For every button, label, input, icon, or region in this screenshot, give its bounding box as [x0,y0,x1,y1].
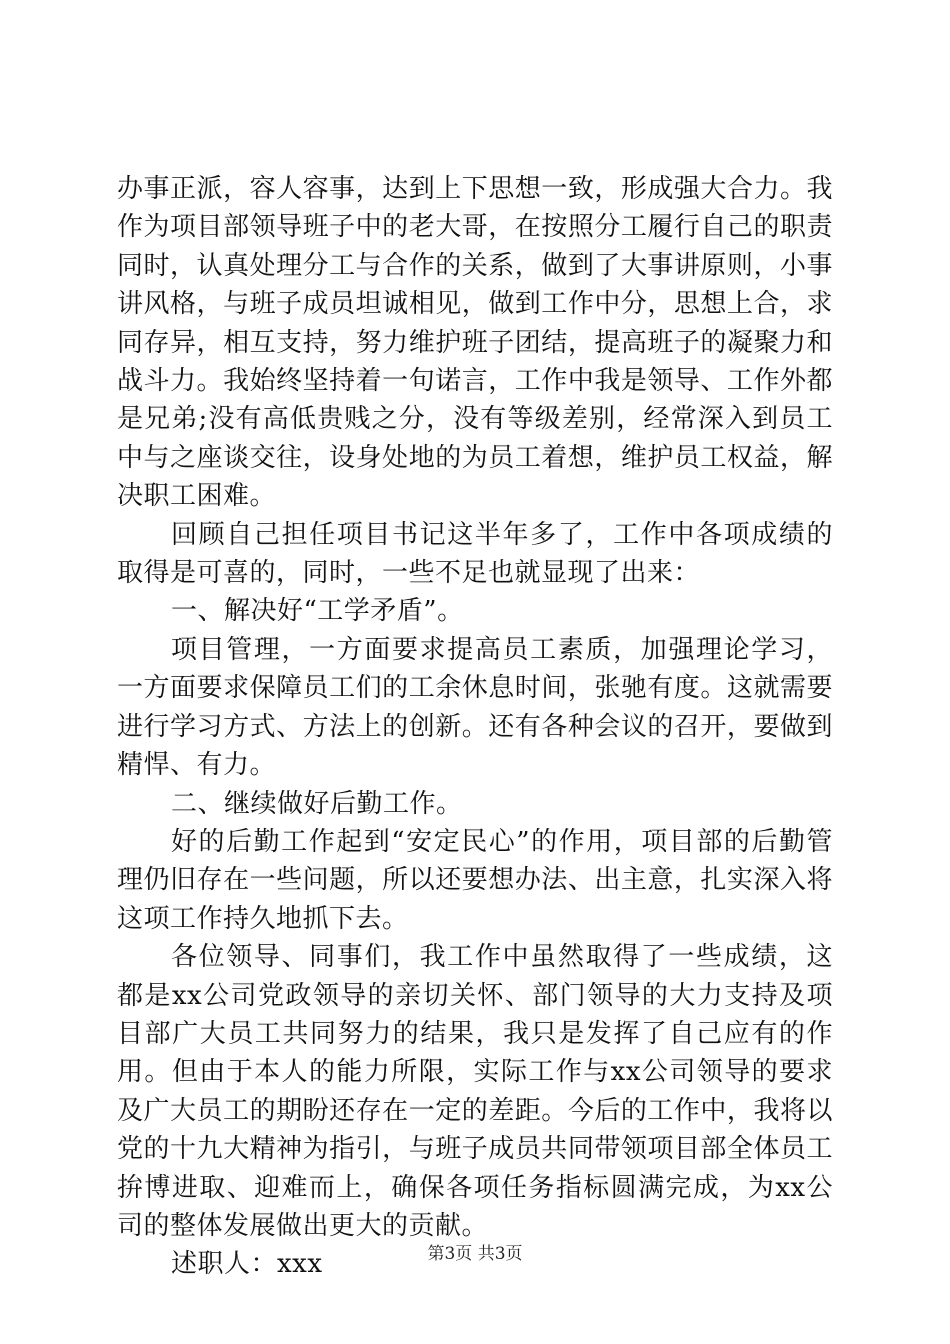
paragraph-conclusion: 各位领导、同事们，我工作中虽然取得了一些成绩，这都是xx公司党政领导的亲切关怀、部门领导的大力支持及项目部广大员工共同努力的结果，我只是发挥了自己应有的作用。但由于本人的能力所限，实际工作与xx公司领导的要求及广大员工的期盼还存在一定的差距。今后的工作中，我将以党的十九大精神为指引，与班子成员共同带领项目部全体员工拚博进取、迎难而上，确保各项任务指标圆满完成，为xx公司的整体发展做出更大的贡献。 [117,942,833,1241]
paragraph-continuation: 办事正派，容人容事，达到上下思想一致，形成强大合力。我作为项目部领导班子中的老大哥，在按照分工履行自己的职责同时，认真处理分工与合作的关系，做到了大事讲原则，小事讲风格，与班子成员坦诚相见，做到工作中分，思想上合，求同存异，相互支持，努力维护班子团结，提高班子的凝聚力和战斗力。我始终坚持着一句诺言，工作中我是领导、工作外都是兄弟;没有高低贵贱之分，没有等级差别，经常深入到员工中与之座谈交往，设身处地的为员工着想，维护员工权益，解决职工困难。 [117,174,833,512]
paragraph-logistics: 好的后勤工作起到“安定民心”的作用，项目部的后勤管理仍旧存在一些问题，所以还要想办法、出主意，扎实深入将这项工作持久地抓下去。 [117,826,833,934]
page-number-footer: 第3页 共3页 [427,1244,523,1264]
paragraph-project-management: 项目管理，一方面要求提高员工素质，加强理论学习，一方面要求保障员工们的工余休息时间，张驰有度。这就需要进行学习方式、方法上的创新。还有各种会议的召开，要做到精悍、有力。 [117,634,833,781]
paragraph-review: 回顾自己担任项目书记这半年多了，工作中各项成绩的取得是可喜的，同时，一些不足也就显现了出来： [117,519,833,589]
heading-item-one: 一、解决好“工学矛盾”。 [171,596,464,627]
heading-item-two: 二、继续做好后勤工作。 [171,788,463,819]
document-body [117,170,833,1284]
signature-line: 述职人：xxx [171,1249,323,1280]
